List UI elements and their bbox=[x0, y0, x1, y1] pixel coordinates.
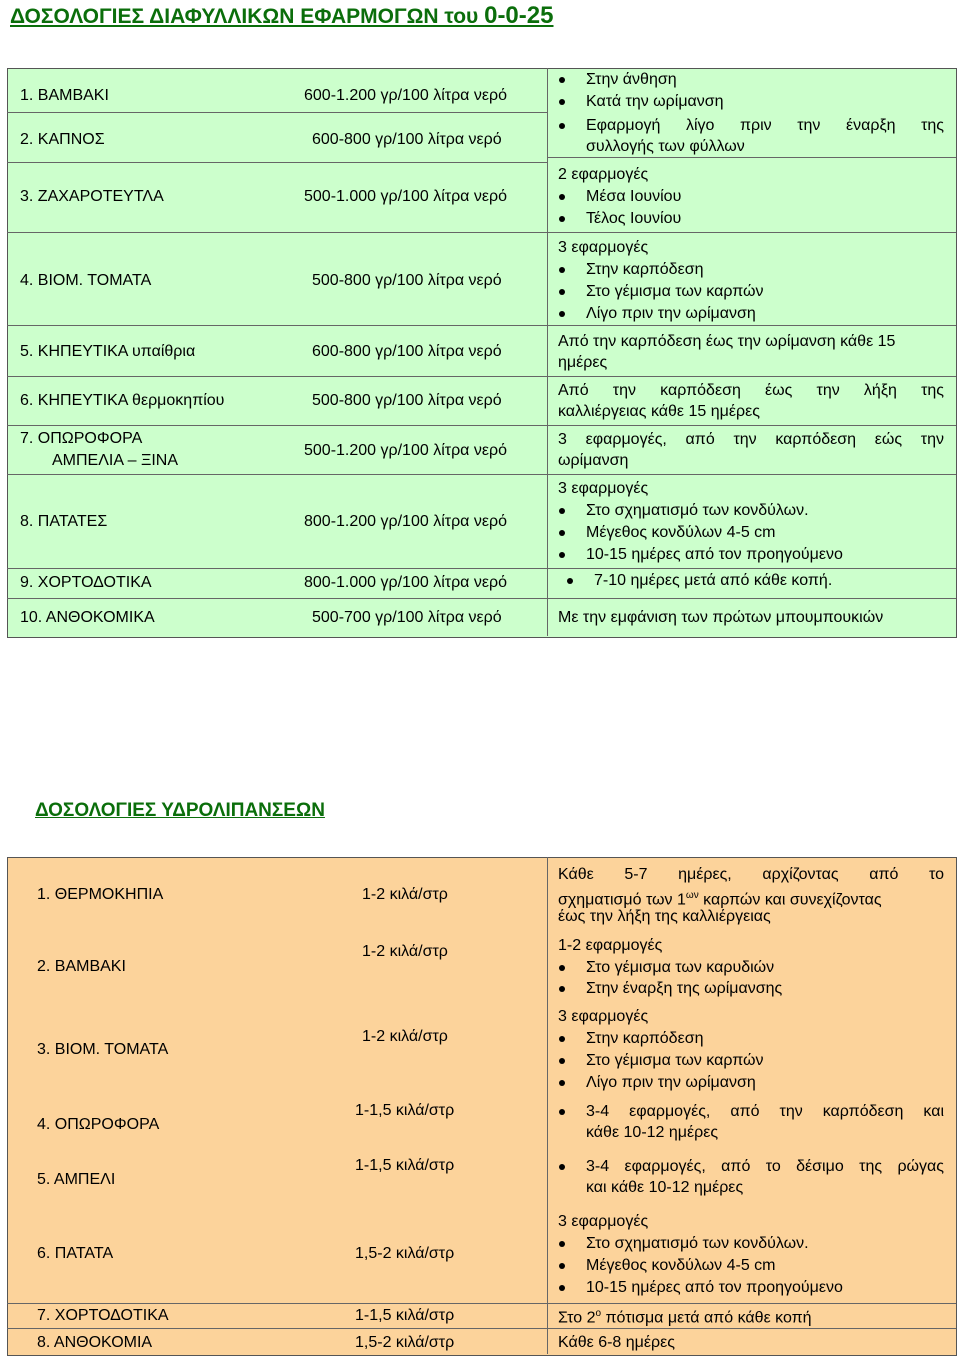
crop-name: 2. ΚΑΠΝΟΣ bbox=[20, 131, 105, 148]
divider bbox=[547, 68, 548, 636]
timing-text: σχηματισμό των 1 bbox=[558, 891, 686, 909]
divider bbox=[7, 376, 956, 377]
timing-line: Στο σχηματισμό των κονδύλων. bbox=[586, 1235, 809, 1252]
page-title bbox=[10, 2, 553, 30]
divider bbox=[7, 232, 547, 233]
page-title-text: ΔΟΣΟΛΟΓΙΕΣ ΔΙΑΦΥΛΛΙΚΩΝ ΕΦΑΡΜΟΓΩΝ του bbox=[10, 5, 485, 28]
timing-line: Στην έναρξη της ωρίμανσης bbox=[586, 980, 783, 997]
section-title: ΔΟΣΟΛΟΓΙΕΣ ΥΔΡΟΛΙΠΑΝΣΕΩΝ bbox=[35, 800, 325, 821]
timing-line: ημέρες bbox=[558, 354, 608, 371]
dose: 500-1.200 γρ/100 λίτρα νερό bbox=[304, 442, 507, 459]
timing-line: Μέγεθος κονδύλων 4-5 cm bbox=[586, 1257, 776, 1274]
crop-name: 8. ΑΝΘΟΚΟΜΙΑ bbox=[37, 1334, 153, 1351]
dose: 500-1.000 γρ/100 λίτρα νερό bbox=[304, 188, 507, 205]
product-code: 0-0-25 bbox=[484, 2, 554, 29]
dose: 1-1,5 κιλά/στρ bbox=[355, 1157, 455, 1174]
dose: 800-1.000 γρ/100 λίτρα νερό bbox=[304, 574, 507, 591]
crop-name: 6. ΠΑΤΑΤΑ bbox=[37, 1245, 114, 1262]
crop-name: 8. ΠΑΤΑΤΕΣ bbox=[20, 513, 108, 530]
dose: 600-1.200 γρ/100 λίτρα νερό bbox=[304, 87, 507, 104]
timing-line: Μέσα Ιουνίου bbox=[586, 188, 682, 205]
timing-line: Στην καρπόδεση bbox=[586, 261, 704, 278]
timing-line: Στην καρπόδεση bbox=[586, 1030, 704, 1047]
dose: 1-1,5 κιλά/στρ bbox=[355, 1102, 455, 1119]
dose: 500-700 γρ/100 λίτρα νερό bbox=[312, 609, 502, 626]
timing-line: Με την εμφάνιση των πρώτων μπουμπουκιών bbox=[558, 609, 884, 626]
timing-line: 3-4 εφαρμογές, από την καρπόδεση και bbox=[586, 1103, 944, 1120]
divider bbox=[7, 598, 956, 599]
timing-line: κάθε 10-12 ημέρες bbox=[586, 1124, 719, 1141]
timing-line: Τέλος Ιουνίου bbox=[586, 210, 682, 227]
timing-line: Από την καρπόδεση έως την ωρίμανση κάθε 15 bbox=[558, 333, 896, 350]
dose: 1-2 κιλά/στρ bbox=[362, 943, 448, 960]
crop-name-line2: ΑΜΠΕΛΙΑ – ΞΙΝΑ bbox=[52, 452, 179, 469]
timing-line: Στην άνθηση bbox=[586, 71, 677, 88]
timing-line: 2 εφαρμογές bbox=[558, 166, 649, 183]
crop-name: 3. ΖΑΧΑΡΟΤΕΥΤΛΑ bbox=[20, 188, 164, 205]
crop-name: 1. ΒΑΜΒΑΚΙ bbox=[20, 87, 109, 104]
divider bbox=[7, 162, 547, 163]
dose: 500-800 γρ/100 λίτρα νερό bbox=[312, 392, 502, 409]
timing-line: 10-15 ημέρες από τον προηγούμενο bbox=[586, 546, 843, 563]
crop-name: 5. ΑΜΠΕΛΙ bbox=[37, 1171, 116, 1188]
timing-line: Μέγεθος κονδύλων 4-5 cm bbox=[586, 524, 776, 541]
dose: 1-1,5 κιλά/στρ bbox=[355, 1307, 455, 1324]
timing-line: 3 εφαρμογές, από την καρπόδεση εώς την bbox=[558, 431, 944, 448]
superscript: ο bbox=[595, 1308, 602, 1319]
timing-line: Στο γέμισμα των καρπών bbox=[586, 283, 764, 300]
timing-line: Λίγο πριν την ωρίμανση bbox=[586, 305, 756, 322]
crop-name: 4. ΒΙΟΜ. ΤΟΜΑΤΑ bbox=[20, 272, 152, 289]
timing-line: Στο γέμισμα των καρυδιών bbox=[586, 959, 775, 976]
timing-line bbox=[558, 1304, 812, 1328]
divider bbox=[7, 474, 956, 475]
timing-line: Λίγο πριν την ωρίμανση bbox=[586, 1074, 756, 1091]
dose: 1-2 κιλά/στρ bbox=[362, 886, 448, 903]
timing-text: καρπών και συνεχίζοντας bbox=[698, 891, 882, 909]
timing-line: Κάθε 5-7 ημέρες, αρχίζοντας από το bbox=[558, 866, 944, 883]
timing-line: 3 εφαρμογές bbox=[558, 480, 649, 497]
timing-line: Κατά την ωρίμανση bbox=[586, 93, 724, 110]
timing-line: 1-2 εφαρμογές bbox=[558, 937, 663, 954]
divider bbox=[7, 112, 547, 113]
divider bbox=[547, 232, 956, 233]
crop-name: 4. ΟΠΩΡΟΦΟΡΑ bbox=[37, 1116, 160, 1133]
crop-name: 3. ΒΙΟΜ. ΤΟΜΑΤΑ bbox=[37, 1041, 169, 1058]
dose: 600-800 γρ/100 λίτρα νερό bbox=[312, 131, 502, 148]
timing-line: ωρίμανση bbox=[558, 452, 629, 469]
timing-line: Στο σχηματισμό των κονδύλων. bbox=[586, 502, 809, 519]
timing-line: συλλογής των φύλλων bbox=[586, 138, 745, 155]
crop-name: 5. ΚΗΠΕΥΤΙΚΑ υπαίθρια bbox=[20, 343, 196, 360]
superscript: ων bbox=[685, 890, 699, 901]
timing-line: Κάθε 6-8 ημέρες bbox=[558, 1334, 675, 1351]
timing-text: πότισμα μετά από κάθε κοπή bbox=[601, 1309, 812, 1327]
divider bbox=[7, 1328, 956, 1329]
crop-name: 9. ΧΟΡΤΟΔΟΤΙΚΑ bbox=[20, 574, 152, 591]
crop-name: 7. ΧΟΡΤΟΔΟΤΙΚΑ bbox=[37, 1307, 169, 1324]
timing-line: καλλιέργειας κάθε 15 ημέρες bbox=[558, 403, 760, 420]
divider bbox=[547, 857, 548, 1354]
timing-line: Στο γέμισμα των καρπών bbox=[586, 1052, 764, 1069]
timing-line: έως την λήξη της καλλιέργειας bbox=[558, 908, 771, 925]
crop-name: 6. ΚΗΠΕΥΤΙΚΑ θερμοκηπίου bbox=[20, 392, 225, 409]
crop-name: 7. ΟΠΩΡΟΦΟΡΑ bbox=[20, 430, 143, 447]
dose: 1,5-2 κιλά/στρ bbox=[355, 1245, 455, 1262]
timing-text: Στο 2 bbox=[558, 1309, 596, 1327]
dose: 1-2 κιλά/στρ bbox=[362, 1028, 448, 1045]
divider bbox=[7, 425, 956, 426]
dose: 1,5-2 κιλά/στρ bbox=[355, 1334, 455, 1351]
divider bbox=[547, 157, 956, 158]
timing-line: Από την καρπόδεση έως την λήξη της bbox=[558, 382, 944, 399]
timing-line: 7-10 ημέρες μετά από κάθε κοπή. bbox=[594, 572, 833, 589]
divider bbox=[7, 568, 956, 569]
timing-line: 3 εφαρμογές bbox=[558, 1008, 649, 1025]
timing-line: και κάθε 10-12 ημέρες bbox=[586, 1179, 744, 1196]
timing-line: Εφαρμογή λίγο πριν την έναρξη της bbox=[586, 117, 944, 134]
dose: 500-800 γρ/100 λίτρα νερό bbox=[312, 272, 502, 289]
timing-line: 3 εφαρμογές bbox=[558, 1213, 649, 1230]
divider bbox=[7, 1303, 956, 1304]
crop-name: 2. ΒΑΜΒΑΚΙ bbox=[37, 958, 126, 975]
dose: 600-800 γρ/100 λίτρα νερό bbox=[312, 343, 502, 360]
crop-name: 10. ΑΝΘΟΚΟΜΙΚΑ bbox=[20, 609, 155, 626]
timing-line: 3-4 εφαρμογές, από το δέσιμο της ρώγας bbox=[586, 1158, 944, 1175]
timing-line: 10-15 ημέρες από τον προηγούμενο bbox=[586, 1279, 843, 1296]
dose: 800-1.200 γρ/100 λίτρα νερό bbox=[304, 513, 507, 530]
timing-line: 3 εφαρμογές bbox=[558, 239, 649, 256]
crop-name: 1. ΘΕΡΜΟΚΗΠΙΑ bbox=[37, 886, 164, 903]
divider bbox=[7, 325, 956, 326]
